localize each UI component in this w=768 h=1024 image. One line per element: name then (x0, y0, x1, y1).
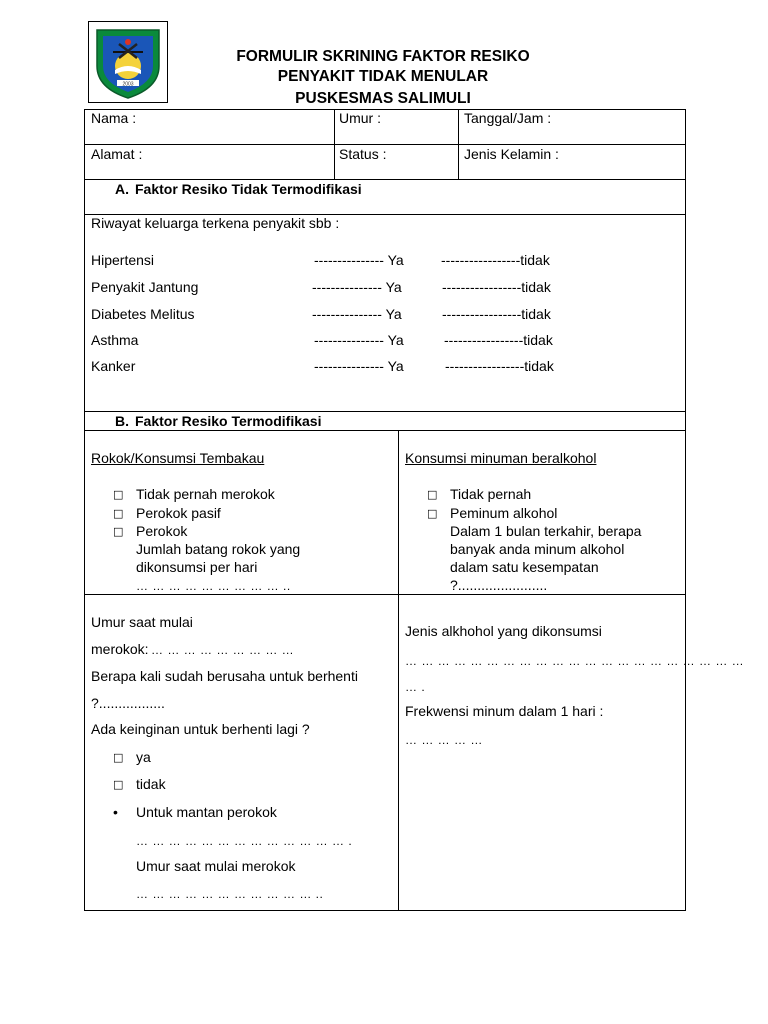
mantan-answer[interactable]: … … … … … … … … … … … … … . (136, 834, 353, 848)
logo-year: 2003 (122, 81, 134, 88)
section-b-title: Faktor Resiko Termodifikasi (135, 413, 322, 429)
umur-mulai-merokok-answer[interactable]: … … … … … … … … … … … .. (136, 887, 324, 901)
divider (84, 594, 686, 595)
berhenti-answer[interactable]: ?................. (91, 695, 165, 711)
status-field[interactable]: Status : (339, 146, 387, 162)
jumlah-rokok-question: dikonsumsi per hari (136, 559, 258, 575)
disease-label: Diabetes Melitus (91, 306, 195, 322)
option-label: Tidak pernah (450, 486, 532, 502)
rokok-heading: Rokok/Konsumsi Tembakau (91, 450, 265, 466)
jumlah-rokok-question: Jumlah batang rokok yang (136, 541, 301, 557)
frekwensi-label: Frekwensi minum dalam 1 hari : (405, 703, 604, 719)
page-title-line-1: FORMULIR SKRINING FAKTOR RESIKO (236, 48, 530, 65)
checkbox-icon[interactable]: □ (113, 525, 124, 538)
tidak-option[interactable]: -----------------tidak (444, 332, 553, 348)
divider (398, 430, 399, 911)
ya-option[interactable]: --------------- Ya (312, 306, 402, 322)
option-label: Tidak pernah merokok (136, 486, 275, 502)
alkohol-question: banyak anda minum alkohol (450, 541, 625, 557)
divider (458, 109, 459, 179)
divider (84, 430, 686, 431)
divider (334, 109, 335, 179)
disease-label: Hipertensi (91, 252, 155, 268)
option-label: ya (136, 749, 151, 765)
tidak-option[interactable]: -----------------tidak (442, 306, 551, 322)
alkohol-question: dalam satu kesempatan (450, 559, 599, 575)
jenis-alkohol-answer[interactable]: … . (405, 680, 426, 694)
tanggal-field[interactable]: Tanggal/Jam : (464, 110, 552, 126)
alkohol-answer[interactable]: ?....................... (450, 577, 548, 593)
jenis-alkohol-answer[interactable]: … … … … … … … … … … … … … … … … … … … … … (405, 654, 745, 668)
checkbox-icon[interactable]: □ (427, 488, 438, 501)
jumlah-rokok-answer[interactable]: … … … … … … … … … .. (136, 579, 291, 593)
umur-mulai-label: Umur saat mulai (91, 614, 193, 630)
page-title-line-3: PUSKESMAS SALIMULI (295, 90, 471, 107)
frekwensi-answer[interactable]: … … … … … (405, 733, 483, 747)
ya-option[interactable]: --------------- Ya (314, 252, 404, 268)
disease-label: Penyakit Jantung (91, 279, 199, 295)
checkbox-icon[interactable]: □ (113, 488, 124, 501)
section-a-marker: A. (115, 181, 129, 197)
tidak-option[interactable]: -----------------tidak (445, 358, 554, 374)
ya-option[interactable]: --------------- Ya (312, 279, 402, 295)
alkohol-question: Dalam 1 bulan terkahir, berapa (450, 523, 642, 539)
divider (84, 179, 686, 180)
disease-label: Asthma (91, 332, 139, 348)
option-label: tidak (136, 776, 166, 792)
tidak-option[interactable]: -----------------tidak (441, 252, 550, 268)
merokok-answer[interactable]: … … … … … … … … … (151, 643, 295, 657)
alamat-field[interactable]: Alamat : (91, 146, 143, 162)
option-label: Perokok pasif (136, 505, 221, 521)
divider (84, 144, 686, 145)
umur-mulai-merokok-label: Umur saat mulai merokok (136, 858, 296, 874)
option-label: Perokok (136, 523, 188, 539)
section-b-marker: B. (115, 413, 129, 429)
mantan-label: Untuk mantan perokok (136, 804, 277, 820)
merokok-label: merokok: (91, 641, 149, 657)
logo-frame (88, 21, 168, 103)
ya-option[interactable]: --------------- Ya (314, 358, 404, 374)
alkohol-heading: Konsumsi minuman beralkohol (405, 450, 597, 466)
tidak-option[interactable]: -----------------tidak (442, 279, 551, 295)
checkbox-icon[interactable]: □ (113, 778, 124, 791)
jenis-alkohol-label: Jenis alkhohol yang dikonsumsi (405, 623, 602, 639)
checkbox-icon[interactable]: □ (113, 751, 124, 764)
jenis-kelamin-field[interactable]: Jenis Kelamin : (464, 146, 559, 162)
umur-field[interactable]: Umur : (339, 110, 381, 126)
checkbox-icon[interactable]: □ (427, 507, 438, 520)
disease-label: Kanker (91, 358, 136, 374)
bullet-icon: • (113, 804, 118, 820)
puskesmas-logo-icon (89, 22, 167, 102)
ya-option[interactable]: --------------- Ya (314, 332, 404, 348)
berhenti-question: Berapa kali sudah berusaha untuk berhenti (91, 668, 358, 684)
keinginan-question: Ada keinginan untuk berhenti lagi ? (91, 721, 310, 737)
page-title-line-2: PENYAKIT TIDAK MENULAR (277, 68, 489, 85)
nama-field[interactable]: Nama : (91, 110, 137, 126)
divider (84, 411, 686, 412)
checkbox-icon[interactable]: □ (113, 507, 124, 520)
section-a-title: Faktor Resiko Tidak Termodifikasi (135, 181, 362, 197)
option-label: Peminum alkohol (450, 505, 558, 521)
section-a-intro: Riwayat keluarga terkena penyakit sbb : (91, 215, 340, 231)
